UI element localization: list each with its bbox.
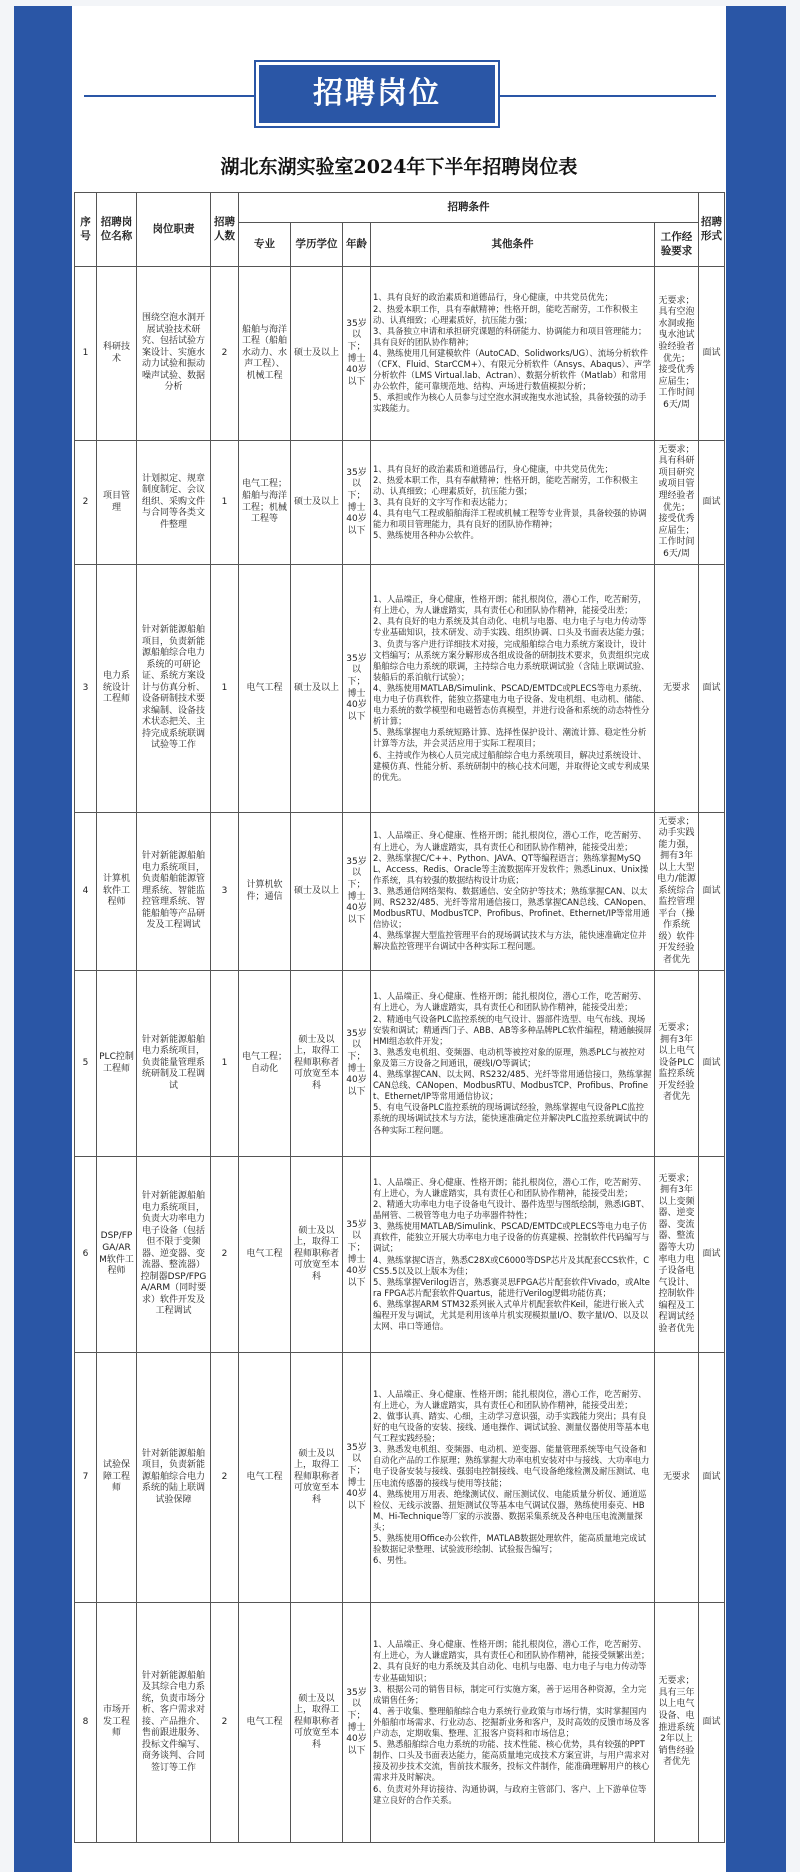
cell-other: 1、人品端正，身心健康，性格开朗；能扎根岗位，潜心工作，吃苦耐劳，有上进心，为人谦虚踏实，具有责任心和团队协作精神，能接受出差； 2、具有良好的电力系统及其自动化、电机与电器、电力电子与电力传动等专业基础知识，技术研发、动手实践、组织协调、口头及书面表达能力强； 3、负责与客户进行详细技术对接，完成船舶综合电力系统方案设计，设计文档编写；从系统方案分解形成各组成设备的研制技术要求，负责组织完成船舶综合电力系统的联调，主持综合电力系统联调试验（含陆上联调试验、装船后的系泊航行试验）； 4、熟练使用MATLAB/Simulink、PSCAD/EMTDC或PLECS等电力系统、电力电子仿真软件，能独立搭建电力电子设备、发电机组、电动机、储能、电力系统的数学模型和电磁暂态仿真模型，并进行设备和系统的动态特性分析计算； 5、熟练掌握电力系统短路计算、选择性保护设计、潮流计算、稳定性分析计算等方法，并会灵活应用于实际工程项目； 6、主持或作为核心人员完成过船舶综合电力系统项目，解决过系统设计、建模仿真、性能分析、系统研制中的核心技术问题，并取得论文或专利成果的优先。 bbox=[371, 565, 655, 813]
recruitment-sheet bbox=[72, 140, 726, 1872]
cell-duty: 计划拟定、规章制度制定、会议组织、采购文件与合同等各类文件整理 bbox=[137, 441, 211, 565]
table-row bbox=[75, 813, 725, 971]
cell-post: 科研技术 bbox=[97, 267, 137, 441]
cell-seq: 3 bbox=[75, 565, 97, 813]
cell-degree: 硕士及以上 bbox=[291, 813, 343, 971]
cell-age: 35岁以下；博士40岁以下 bbox=[343, 1603, 371, 1843]
cell-seq: 4 bbox=[75, 813, 97, 971]
section-banner: 招聘岗位 bbox=[256, 62, 498, 126]
cell-post: PLC控制工程师 bbox=[97, 971, 137, 1157]
header-major: 专业 bbox=[239, 223, 291, 267]
header-age: 年龄 bbox=[343, 223, 371, 267]
sheet-title: 湖北东湖实验室2024年下半年招聘岗位表 bbox=[220, 156, 578, 178]
cell-age: 35岁以下；博士40岁以下 bbox=[343, 813, 371, 971]
cell-other: 1、具有良好的政治素质和道德品行，身心健康，中共党员优先； 2、热爱本职工作，具有奉献精神；性格开朗，能吃苦耐劳，工作积极主动、认真细致；心理素质好，抗压能力强； 3、具备独立申请和承担研究课题的科研能力、协调能力和项目管理能力；具有良好的团队协作精神； 4、熟练使用几何建模软件（AutoCAD、Solidworks/UG）、流场分析软件（CFX、Fluid、StarCCM+）、有限元分析软件（Ansys、Abaqus）、声学分析软件（LMS Virtual.lab、Actran）、数据分析软件（Matlab）和常用办公软件，能可靠规范地、结构、声场进行数值模拟分析； 5、承担或作为核心人员参与过空泡水洞或拖曳水池试验，具备较强的动手实践能力。 bbox=[371, 267, 655, 441]
cell-duty: 针对新能源船舶项目，负责新能源船舶综合电力系统的陆上联调试验保障 bbox=[137, 1353, 211, 1603]
cell-post: DSP/FPGA/ARM软件工程师 bbox=[97, 1157, 137, 1353]
cell-other: 1、人品端正、身心健康、性格开朗；能扎根岗位，潜心工作，吃苦耐劳、有上进心，为人谦虚踏实，具有责任心和团队协作精神，能接受出差； 2、精通大功率电力电子设备电气设计、器件选型与图纸绘制，熟悉IGBT、晶闸管、二极管等电力电子功率器件特性； 3、熟练使用MATLAB/Simulink、PSCAD/EMTDC或PLECS等电力电子仿真软件，能独立开展大功率电力电子设备的仿真建模、控制软件代码编写与调试； 4、熟练掌握C语言，熟悉C28X或C6000等DSP芯片及其配套CCS软件，CCS5.5以及以上版本为佳； 5、熟练掌握Verilog语言，熟悉赛灵思FPGA芯片配套软件Vivado，或Altera FPGA芯片配套软件Quartus，能进行Verilog逻辑功能仿真； 6、熟练掌握ARM STM32系列嵌入式单片机配套软件Keil，能进行嵌入式编程开发与调试，尤其是利用该单片机实现模拟量I/O、数字量I/O、以及以太网、串口等通信。 bbox=[371, 1157, 655, 1353]
cell-count: 3 bbox=[211, 813, 239, 971]
cell-form: 面试 bbox=[699, 565, 725, 813]
cell-major: 电气工程；船舶与海洋工程；机械工程等 bbox=[239, 441, 291, 565]
cell-count: 2 bbox=[211, 1603, 239, 1843]
cell-post: 市场开发工程师 bbox=[97, 1603, 137, 1843]
cell-major: 船舶与海洋工程（船舶水动力、水声工程）、机械工程 bbox=[239, 267, 291, 441]
cell-count: 1 bbox=[211, 971, 239, 1157]
cell-seq: 6 bbox=[75, 1157, 97, 1353]
table-row bbox=[75, 1157, 725, 1353]
table-row bbox=[75, 971, 725, 1157]
cell-seq: 1 bbox=[75, 267, 97, 441]
cell-form: 面试 bbox=[699, 267, 725, 441]
cell-other: 1、具有良好的政治素质和道德品行，身心健康，中共党员优先； 2、热爱本职工作，具有奉献精神；性格开朗，能吃苦耐劳，工作积极主动、认真细致；心理素质好，抗压能力强； 3、具有良好的文字写作和表达能力； 4、具有电气工程或船舶海洋工程或机械工程等专业背景，具备较强的协调能力和项目管理能力，具有良好的团队协作精神； 5、熟练使用各种办公软件。 bbox=[371, 441, 655, 565]
cell-form: 面试 bbox=[699, 813, 725, 971]
cell-count: 2 bbox=[211, 267, 239, 441]
header-degree: 学历学位 bbox=[291, 223, 343, 267]
cell-count: 1 bbox=[211, 441, 239, 565]
cell-major: 电气工程 bbox=[239, 1157, 291, 1353]
cell-post: 电力系统设计工程师 bbox=[97, 565, 137, 813]
cell-duty: 针对新能源船舶电力系统项目，负责能量管理系统研制及工程调试 bbox=[137, 971, 211, 1157]
cell-duty: 针对新能源船舶及其综合电力系统，负责市场分析、客户需求对接、产品推介、售前跟进服务、投标文件编写、商务谈判、合同签订等工作 bbox=[137, 1603, 211, 1843]
table-row bbox=[75, 267, 725, 441]
header-conditions: 招聘条件 bbox=[239, 193, 699, 223]
cell-exp: 无要求 bbox=[655, 565, 699, 813]
cell-seq: 7 bbox=[75, 1353, 97, 1603]
cell-age: 35岁以下；博士40岁以下 bbox=[343, 441, 371, 565]
header-post: 招聘岗位名称 bbox=[97, 193, 137, 267]
cell-exp: 无要求； 拥有3年以上电气设备PLC监控系统开发经验者优先 bbox=[655, 971, 699, 1157]
table-row bbox=[75, 1603, 725, 1843]
cell-count: 1 bbox=[211, 565, 239, 813]
cell-degree: 硕士及以上，取得工程师职称者可放宽至本科 bbox=[291, 1603, 343, 1843]
header-seq: 序号 bbox=[75, 193, 97, 267]
cell-exp: 无要求； 动手实践能力强，拥有3年以上大型电力/能源系统综合监控管理平台（操作系统级）软件开发经验者优先 bbox=[655, 813, 699, 971]
cell-post: 试验保障工程师 bbox=[97, 1353, 137, 1603]
cell-degree: 硕士及以上，取得工程师职称者可放宽至本科 bbox=[291, 971, 343, 1157]
cell-duty: 围绕空泡水洞开展试验技术研究、包括试验方案设计、实施水动力试验和振动噪声试验、数据分析 bbox=[137, 267, 211, 441]
table-row bbox=[75, 1353, 725, 1603]
cell-duty: 针对新能源船舶电力系统项目，负责船舶能源管理系统、智能监控管理系统、智能船舶等产品研发及工程调试 bbox=[137, 813, 211, 971]
cell-exp: 无要求； 具有三年以上电气设备、电推进系统2年以上销售经验者优先 bbox=[655, 1603, 699, 1843]
cell-degree: 硕士及以上，取得工程师职称者可放宽至本科 bbox=[291, 1353, 343, 1603]
cell-other: 1、人品端正、身心健康、性格开朗；能扎根岗位，潜心工作，吃苦耐劳、有上进心，为人谦虚踏实，具有责任心和团队协作精神，能接受出差； 2、熟练掌握C/C++、Python、JAVA、QT等编程语言；熟练掌握MySQL、Access、Redis、Oracle等主流数据库开发软件；熟悉Linux、Unix操作系统，具有较强的数据结构设计功底； 3、熟悉通信网络架构、数据通信、安全防护等技术；熟练掌握CAN、以太网、RS232/485、光纤等常用通信接口，熟悉掌握CAN总线、CANopen、ModbusRTU、ModbusTCP、Profibus、Profinet、Ethernet/IP等常用通信协议； 4、熟练掌握大型监控管理平台的现场调试技术与方法，能快速准确定位并解决监控管理平台调试中各种实际工程问题。 bbox=[371, 813, 655, 971]
cell-degree: 硕士及以上 bbox=[291, 441, 343, 565]
cell-age: 35岁以下；博士40岁以下 bbox=[343, 267, 371, 441]
header-form: 招聘形式 bbox=[699, 193, 725, 267]
cell-major: 电气工程 bbox=[239, 1353, 291, 1603]
table-row bbox=[75, 441, 725, 565]
cell-exp: 无要求 bbox=[655, 1353, 699, 1603]
cell-form: 面试 bbox=[699, 1603, 725, 1843]
cell-major: 电气工程 bbox=[239, 1603, 291, 1843]
cell-count: 2 bbox=[211, 1353, 239, 1603]
cell-age: 35岁以下；博士40岁以下 bbox=[343, 1353, 371, 1603]
header-duty: 岗位职责 bbox=[137, 193, 211, 267]
table-row bbox=[75, 565, 725, 813]
cell-age: 35岁以下；博士40岁以下 bbox=[343, 971, 371, 1157]
cell-exp: 无要求； 拥有3年以上变频器、逆变器、变流器、整流器等大功率电力电子设备电气设计、控制软件编程及工程调试经验者优先 bbox=[655, 1157, 699, 1353]
cell-degree: 硕士及以上 bbox=[291, 565, 343, 813]
cell-exp: 无要求； 具有科研项目研究或项目管理经验者优先； 接受优秀应届生； 工作时间6天/周 bbox=[655, 441, 699, 565]
cell-other: 1、人品端正、身心健康、性格开朗；能扎根岗位，潜心工作，吃苦耐劳、有上进心，为人谦虚踏实，具有责任心和团队协作精神，能接受出差； 2、精通电气设备PLC监控系统的电气设计、器部件选型、电气布线、现场安装和调试；精通西门子、ABB、AB等多种品牌PLC软件编程，精通触摸屏HMI组态软件开发； 3、熟悉发电机组、变频器、电动机等被控对象的原理，熟悉PLC与被控对象及第三方设备之间通讯，硬线I/O等调试； 4、熟练掌握CAN、以太网、RS232/485、光纤等常用通信接口，熟练掌握CAN总线、CANopen、ModbusRTU、ModbusTCP、Profibus、Profinet、Ethernet/IP等常用通信协议； 5、有电气设备PLC监控系统的现场调试经验，熟练掌握电气设备PLC监控系统的现场调试技术与方法，能快速准确定位并解决PLC监控系统调试中的各种实际工程问题。 bbox=[371, 971, 655, 1157]
cell-age: 35岁以下；博士40岁以下 bbox=[343, 1157, 371, 1353]
cell-form: 面试 bbox=[699, 971, 725, 1157]
cell-age: 35岁以下；博士40岁以下 bbox=[343, 565, 371, 813]
right-blue-margin bbox=[716, 6, 786, 1872]
cell-other: 1、人品端正、身心健康、性格开朗；能扎根岗位，潜心工作，吃苦耐劳、有上进心，为人谦虚踏实，具有责任心和团队协作精神，能接受频繁出差； 2、具有良好的电力系统及其自动化、电机与电器、电力电子与电力传动等专业基础知识； 3、根据公司的销售目标，制定可行实施方案，善于运用各种资源，全力完成销售任务； 4、善于收集、整理船舶综合电力系统行业政策与市场行情，实时掌握国内外船舶市场需求、行业动态、挖掘新业务和客户，及时高效的反馈市场及客户动态，定期收集、整理、汇报客户资料和市场信息； 5、熟悉船舶综合电力系统的功能、技术性能、核心优势，具有较强的PPT制作、口头及书面表达能力，能高质量地完成技术方案宣讲，与用户需求对接及初步技术交流，售前技术服务，投标文件制作，能准确理解用户的核心需求并及时解决。 6、负责对外拜访接待、沟通协调，与政府主管部门、客户、上下游单位等建立良好的合作关系。 bbox=[371, 1603, 655, 1843]
cell-post: 计算机软件工程师 bbox=[97, 813, 137, 971]
header-other: 其他条件 bbox=[371, 223, 655, 267]
cell-other: 1、人品端正、身心健康、性格开朗；能扎根岗位，潜心工作，吃苦耐劳、有上进心，为人谦虚踏实，具有责任心和团队协作精神，能接受出差； 2、做事认真、踏实、心细，主动学习意识强，动手实践能力突出；具有良好的电气设备的安装、接线、通电操作、调试试验、测量仪器使用等基本电气工程实践经验； 3、熟悉发电机组、变频器、电动机、逆变器、能量管理系统等电气设备和自动化产品的工作原理；熟练掌握大功率电机安装对中与接线、大功率电力电子设备安装与接线、强弱电控制接线、电气设备绝缘检测及耐压测试、电压电流传感器的接线与使用等技能； 4、熟练使用万用表、绝缘测试仪、耐压测试仪、电能质量分析仪、通道巡检仪、无线示波器、扭矩测试仪等基本电气调试仪器，熟练使用泰克、HBM、Hi-Technique等厂家的示波器、数据采集系统及各种电压电流测量探头； 5、熟练使用Office办公软件，MATLAB数据处理软件，能高质量地完成试验数据记录整理、试验波形绘制、试验报告编写； 6、男性。 bbox=[371, 1353, 655, 1603]
cell-duty: 针对新能源船舶电力系统项目，负责大功率电力电子设备（包括但不限于变频器、逆变器、变流器、整流器）控制器DSP/FPGA/ARM（同时要求）软件开发及工程调试 bbox=[137, 1157, 211, 1353]
recruitment-table bbox=[74, 192, 725, 1843]
cell-count: 2 bbox=[211, 1157, 239, 1353]
cell-post: 项目管理 bbox=[97, 441, 137, 565]
cell-major: 电气工程 bbox=[239, 565, 291, 813]
cell-major: 电气工程；自动化 bbox=[239, 971, 291, 1157]
cell-seq: 5 bbox=[75, 971, 97, 1157]
cell-seq: 8 bbox=[75, 1603, 97, 1843]
cell-form: 面试 bbox=[699, 1157, 725, 1353]
cell-duty: 针对新能源船舶项目，负责新能源船舶综合电力系统的可研论证、系统方案设计与仿真分析、设备研制技术要求编制、设备技术状态把关、主持完成系统联调试验等工作 bbox=[137, 565, 211, 813]
cell-form: 面试 bbox=[699, 1353, 725, 1603]
header-count: 招聘人数 bbox=[211, 193, 239, 267]
header-exp: 工作经验要求 bbox=[655, 223, 699, 267]
cell-degree: 硕士及以上 bbox=[291, 267, 343, 441]
cell-seq: 2 bbox=[75, 441, 97, 565]
cell-degree: 硕士及以上，取得工程师职称者可放宽至本科 bbox=[291, 1157, 343, 1353]
cell-form: 面试 bbox=[699, 441, 725, 565]
cell-exp: 无要求； 具有空泡水洞或拖曳水池试验经验者优先； 接受优秀应届生； 工作时间6天/周 bbox=[655, 267, 699, 441]
cell-major: 计算机软件；通信 bbox=[239, 813, 291, 971]
